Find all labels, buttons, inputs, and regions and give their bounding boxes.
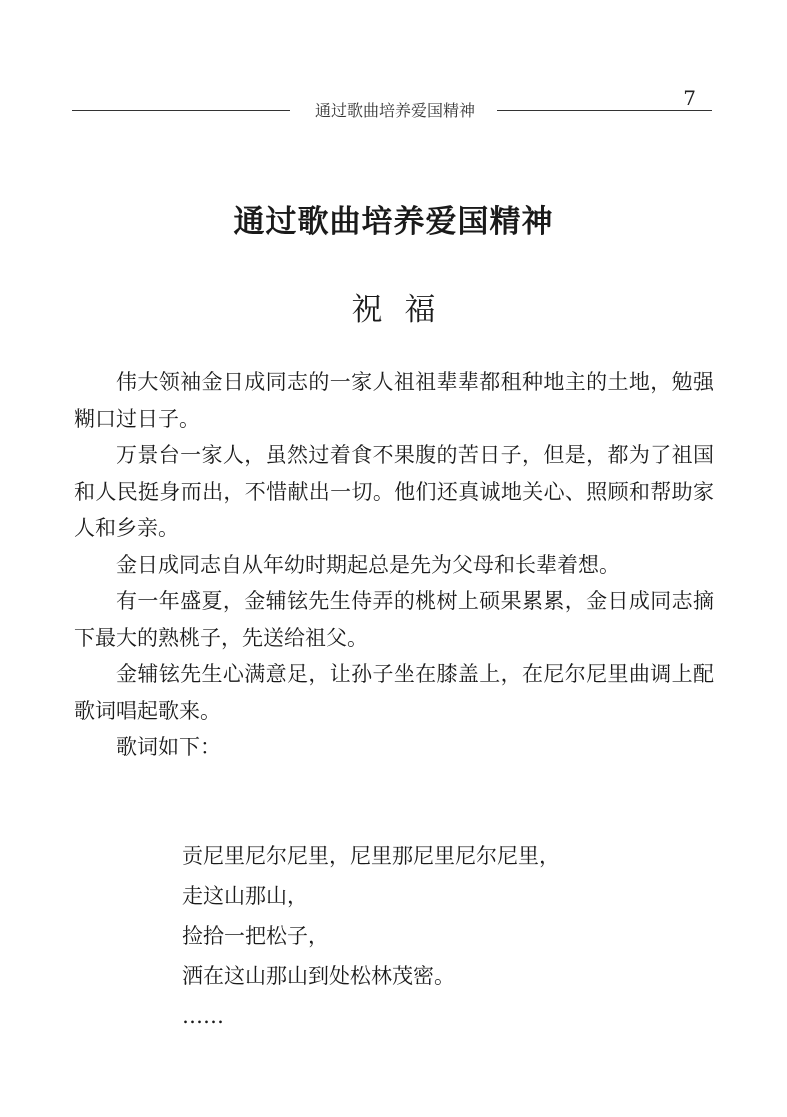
header-rule-left — [72, 110, 290, 111]
lyric-line: 贡尼里尼尔尼里，尼里那尼里尼尔尼里， — [182, 844, 560, 868]
running-title: 通过歌曲培养爱国精神 — [314, 101, 475, 120]
lyric-line: …… — [182, 1004, 224, 1028]
lyric-line: 洒在这山那山到处松林茂密。 — [182, 964, 455, 988]
lyrics-block — [182, 836, 702, 1036]
page-header — [72, 88, 712, 118]
paragraph: 伟大领袖金日成同志的一家人祖祖辈辈都租种地主的土地，勉强糊口过日子。 — [74, 370, 714, 431]
body-text — [74, 364, 714, 766]
header-rule-right — [497, 110, 712, 111]
paragraph: 金辅铉先生心满意足，让孙子坐在膝盖上，在尼尔尼里曲调上配歌词唱起歌来。 — [74, 662, 714, 723]
lyric-line: 走这山那山， — [182, 884, 308, 908]
paragraph: 有一年盛夏，金辅铉先生侍弄的桃树上硕果累累，金日成同志摘下最大的熟桃子，先送给祖父。 — [74, 589, 714, 650]
lyric-line: 捡拾一把松子， — [182, 924, 329, 948]
paragraph: 金日成同志自从年幼时期起总是先为父母和长辈着想。 — [116, 552, 620, 577]
section-title: 祝福 — [351, 292, 458, 328]
paragraph: 万景台一家人，虽然过着食不果腹的苦日子，但是，都为了祖国和人民挺身而出，不惜献出一切。他们还真诚地关心、照顾和帮助家人和乡亲。 — [74, 443, 714, 540]
page-number: 7 — [683, 86, 696, 110]
chapter-title: 通过歌曲培养爱国精神 — [233, 204, 554, 240]
paragraph: 歌词如下： — [116, 735, 221, 759]
